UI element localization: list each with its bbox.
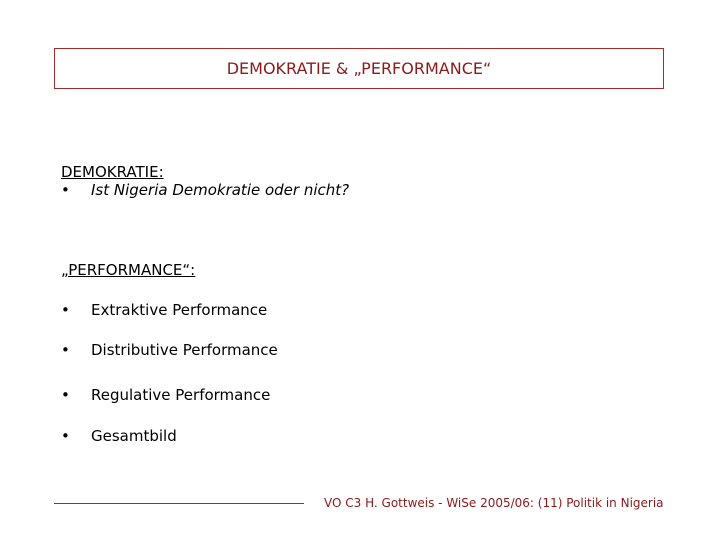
performance-item	[61, 341, 278, 359]
footer-divider	[54, 503, 304, 504]
slide-title-box	[54, 48, 664, 89]
performance-item	[61, 301, 267, 319]
performance-heading-container	[61, 261, 195, 279]
bullet-icon: •	[61, 301, 70, 319]
performance-item-label: Extraktive Performance	[91, 301, 268, 319]
demokratie-question: Ist Nigeria Demokratie oder nicht?	[91, 181, 350, 199]
performance-item	[61, 386, 270, 404]
performance-item	[61, 427, 177, 445]
performance-heading: „PERFORMANCE“:	[61, 261, 196, 279]
performance-item-label: Distributive Performance	[91, 341, 278, 359]
bullet-icon: •	[61, 341, 70, 359]
bullet-icon: •	[61, 181, 70, 199]
bullet-icon: •	[61, 427, 70, 445]
performance-item-label: Regulative Performance	[91, 386, 271, 404]
demokratie-heading-container	[61, 163, 164, 181]
slide-title: DEMOKRATIE & „PERFORMANCE“	[226, 59, 492, 78]
demokratie-question-item	[61, 181, 349, 199]
footer-text: VO C3 H. Gottweis - WiSe 2005/06: (11) Politik in Nigeria	[324, 496, 664, 510]
bullet-icon: •	[61, 386, 70, 404]
performance-item-label: Gesamtbild	[91, 427, 177, 445]
demokratie-heading: DEMOKRATIE:	[61, 163, 164, 181]
